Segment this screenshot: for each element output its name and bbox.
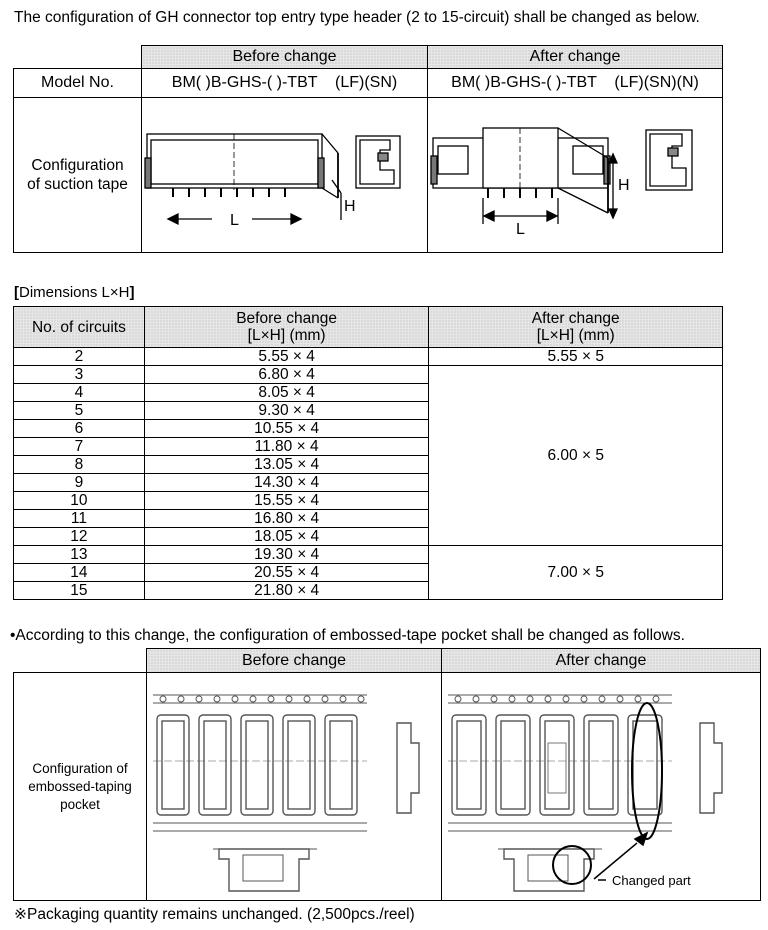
dimensions-table	[13, 306, 723, 600]
table-row-circuit: 8	[14, 456, 145, 474]
header-before-dim: Before change [L×H] (mm)	[144, 307, 429, 348]
pocket-before-cell	[147, 673, 442, 901]
table-row-before: 10.55 × 4	[144, 420, 429, 438]
header-after: After change	[428, 46, 723, 69]
table-row-before: 16.80 × 4	[144, 510, 429, 528]
table-row-circuit: 6	[14, 420, 145, 438]
header-before: Before change	[147, 649, 442, 673]
table-row-before: 20.55 × 4	[144, 564, 429, 582]
after-group-2: 6.00 × 5	[429, 366, 723, 546]
pocket-before-drawing	[147, 673, 441, 900]
footnote: ※Packaging quantity remains unchanged. (2,500pcs./reel)	[14, 906, 415, 923]
table-row-before: 14.30 × 4	[144, 474, 429, 492]
table-row-circuit: 2	[14, 348, 145, 366]
table-row-before: 5.55 × 4	[144, 348, 429, 366]
header-after-dim: After change [L×H] (mm)	[429, 307, 723, 348]
table-row-before: 11.80 × 4	[144, 438, 429, 456]
dimensions-title: [Dimensions L×H]	[14, 284, 135, 301]
table-row-before: 8.05 × 4	[144, 384, 429, 402]
table-row-before: 13.05 × 4	[144, 456, 429, 474]
table-row-circuit: 12	[14, 528, 145, 546]
pocket-after-cell	[442, 673, 761, 901]
model-config-table	[13, 45, 723, 253]
after-group-1: 5.55 × 5	[429, 348, 723, 366]
table-row-before: 6.80 × 4	[144, 366, 429, 384]
blank-corner	[14, 46, 142, 69]
table-row-circuit: 13	[14, 546, 145, 564]
table-row-circuit: 7	[14, 438, 145, 456]
table-row-before: 15.55 × 4	[144, 492, 429, 510]
pocket-after-drawing	[442, 673, 760, 900]
table-row-before: 18.05 × 4	[144, 528, 429, 546]
table-row-circuit: 15	[14, 582, 145, 600]
config-label-line2: of suction tape	[27, 176, 128, 193]
bullet-text: •According to this change, the configuration of embossed-tape pocket shall be changed as follows.	[10, 627, 685, 644]
table-row-before: 9.30 × 4	[144, 402, 429, 420]
table-row-circuit: 3	[14, 366, 145, 384]
suction-tape-after-drawing	[428, 98, 722, 252]
model-before: BM( )B-GHS-( )-TBT (LF)(SN)	[142, 69, 428, 98]
suction-tape-after-cell	[428, 98, 723, 253]
table-row-circuit: 4	[14, 384, 145, 402]
header-circuits: No. of circuits	[14, 307, 145, 348]
changed-part-label: Changed part	[612, 873, 691, 888]
config-label-line1: Configuration	[31, 157, 124, 174]
after-group-3: 7.00 × 5	[429, 546, 723, 600]
table-row-circuit: 11	[14, 510, 145, 528]
table-row-circuit: 5	[14, 402, 145, 420]
dim-L-before: L	[230, 212, 239, 229]
blank-corner	[14, 649, 147, 673]
pocket-config-table	[13, 648, 761, 901]
header-after: After change	[442, 649, 761, 673]
table-row-circuit: 9	[14, 474, 145, 492]
table-row-before: 21.80 × 4	[144, 582, 429, 600]
table-row-before: 19.30 × 4	[144, 546, 429, 564]
suction-tape-before-drawing	[142, 98, 427, 252]
suction-tape-before-cell	[142, 98, 428, 253]
dim-H-after: H	[618, 177, 630, 194]
model-after: BM( )B-GHS-( )-TBT (LF)(SN)(N)	[428, 69, 723, 98]
dim-H-before: H	[344, 198, 356, 215]
header-before: Before change	[142, 46, 428, 69]
dim-L-after: L	[516, 221, 525, 238]
pocket-label: Configuration of embossed-taping pocket	[14, 673, 147, 901]
table-row-circuit: 10	[14, 492, 145, 510]
config-label	[14, 98, 142, 253]
table-row-circuit: 14	[14, 564, 145, 582]
intro-text: The configuration of GH connector top entry type header (2 to 15-circuit) shall be changed as below.	[14, 9, 700, 26]
model-label: Model No.	[14, 69, 142, 98]
